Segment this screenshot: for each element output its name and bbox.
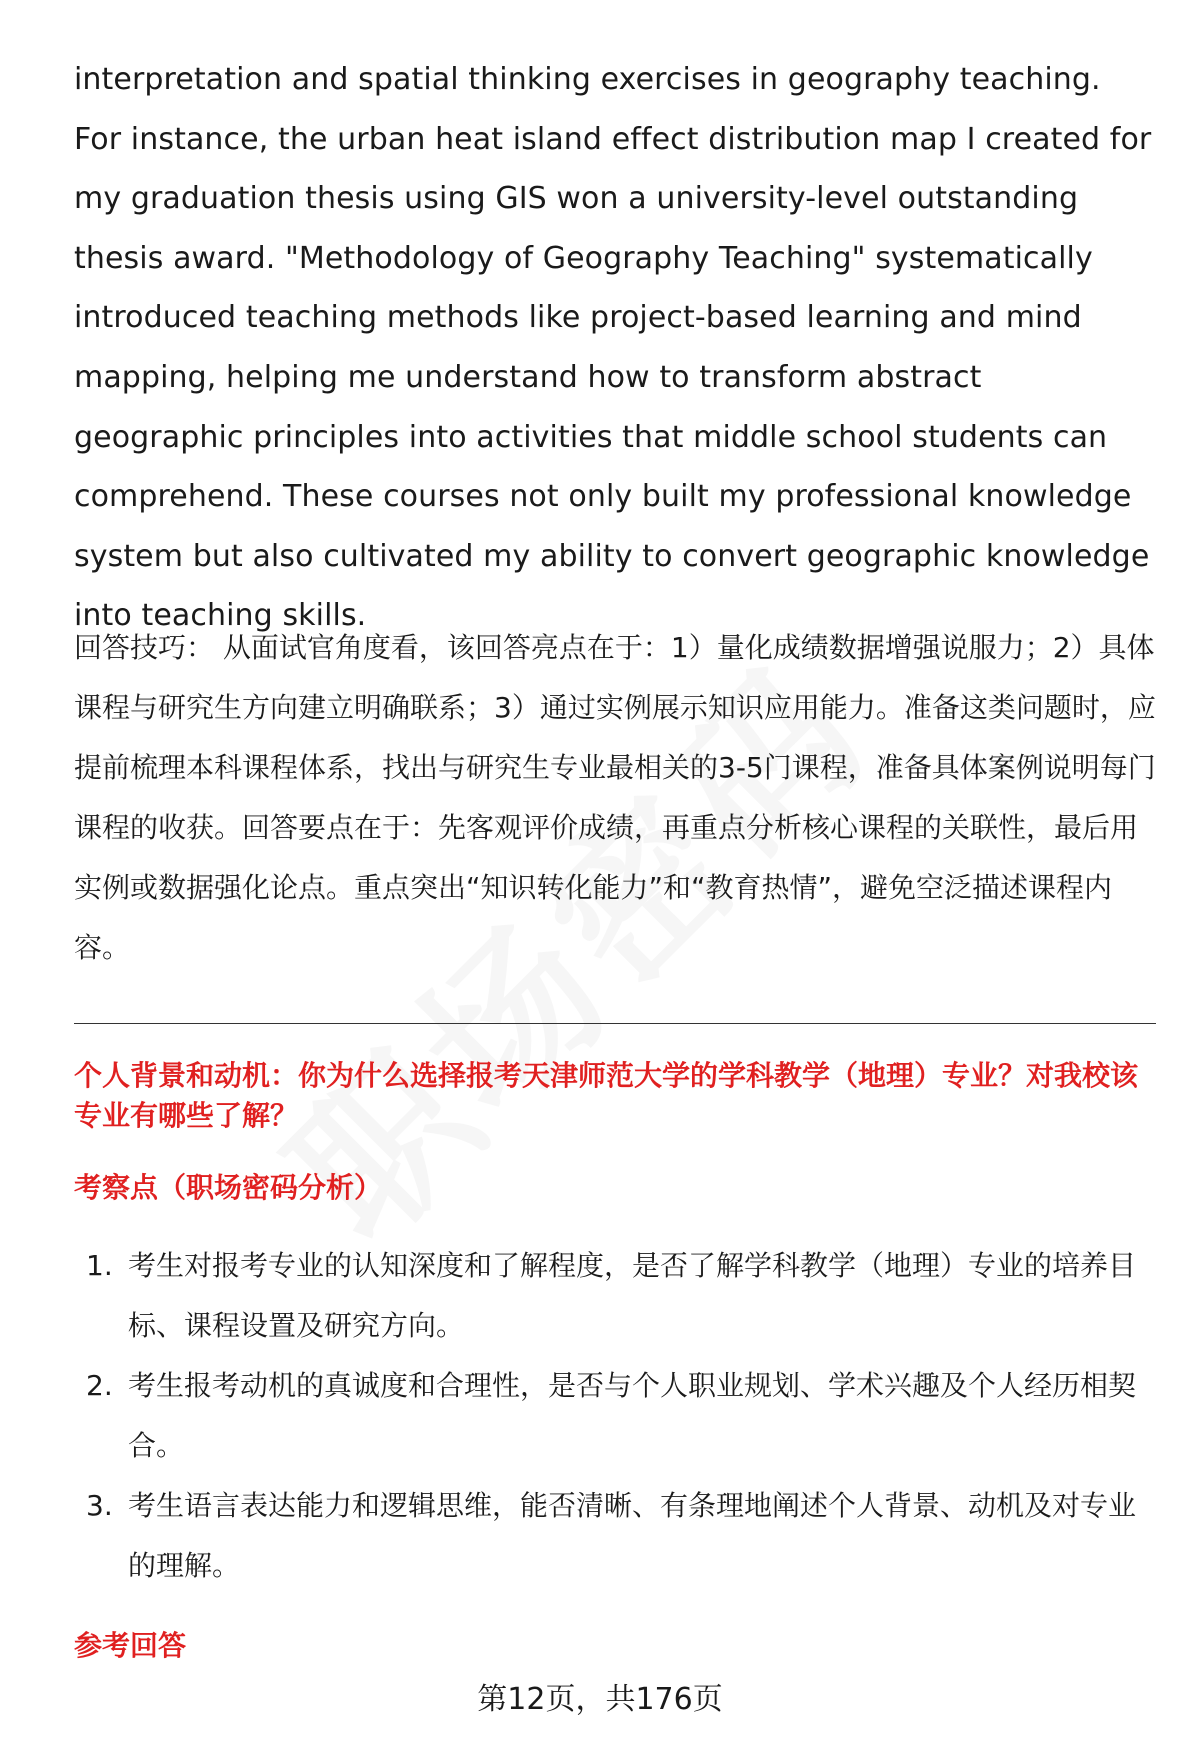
list-item bbox=[74, 1356, 1156, 1476]
section-divider bbox=[74, 1023, 1156, 1024]
list-item-number: 2. bbox=[86, 1369, 113, 1402]
answer-tips-paragraph: 回答技巧： 从面试官角度看，该回答亮点在于：1）量化成绩数据增强说服力；2）具体课程与研究生方向建立明确联系；3）通过实例展示知识应用能力。准备这类问题时，应提前梳理本科课程体系，找出与研究生专业最相关的3-5门课程，准备具体案例说明每门课程的收获。回答要点在于：先客观评价成绩，再重点分析核心课程的关联性，最后用实例或数据强化论点。重点突出“知识转化能力”和“教育热情”，避免空泛描述课程内容。 bbox=[74, 631, 1156, 964]
list-item bbox=[74, 1236, 1156, 1356]
reference-answer-heading: 参考回答 bbox=[74, 1629, 187, 1662]
assessment-points-heading: 考察点（职场密码分析） bbox=[74, 1171, 383, 1204]
list-item-text: 考生报考动机的真诚度和合理性，是否与个人职业规划、学术兴趣及个人经历相契合。 bbox=[128, 1369, 1137, 1462]
body-paragraph-english: interpretation and spatial thinking exercises in geography teaching. For instance, the urban heat island effect distribution map I created for my graduation thesis using GIS won a university-level outstanding thesis award. "Methodology of Geography Teaching" systematically introduced teaching methods like project-based learning and mind mapping, helping me understand how to transform abstract geographic principles into activities that middle school students can comprehend. These courses not only built my professional knowledge system but also cultivated my ability to convert geographic knowledge into teaching skills. bbox=[74, 62, 1152, 634]
list-item-text: 考生语言表达能力和逻辑思维，能否清晰、有条理地阐述个人背景、动机及对专业的理解。 bbox=[128, 1489, 1137, 1582]
page-number-footer: 第12页，共176页 bbox=[477, 1682, 723, 1717]
list-item-number: 3. bbox=[86, 1489, 113, 1522]
list-item bbox=[74, 1476, 1156, 1596]
question-title: 个人背景和动机：你为什么选择报考天津师范大学的学科教学（地理）专业？对我校该专业有哪些了解？ bbox=[74, 1059, 1139, 1132]
assessment-points-list bbox=[74, 1236, 1156, 1596]
list-item-text: 考生对报考专业的认知深度和了解程度，是否了解学科教学（地理）专业的培养目标、课程设置及研究方向。 bbox=[128, 1249, 1137, 1342]
list-item-number: 1. bbox=[86, 1249, 113, 1282]
